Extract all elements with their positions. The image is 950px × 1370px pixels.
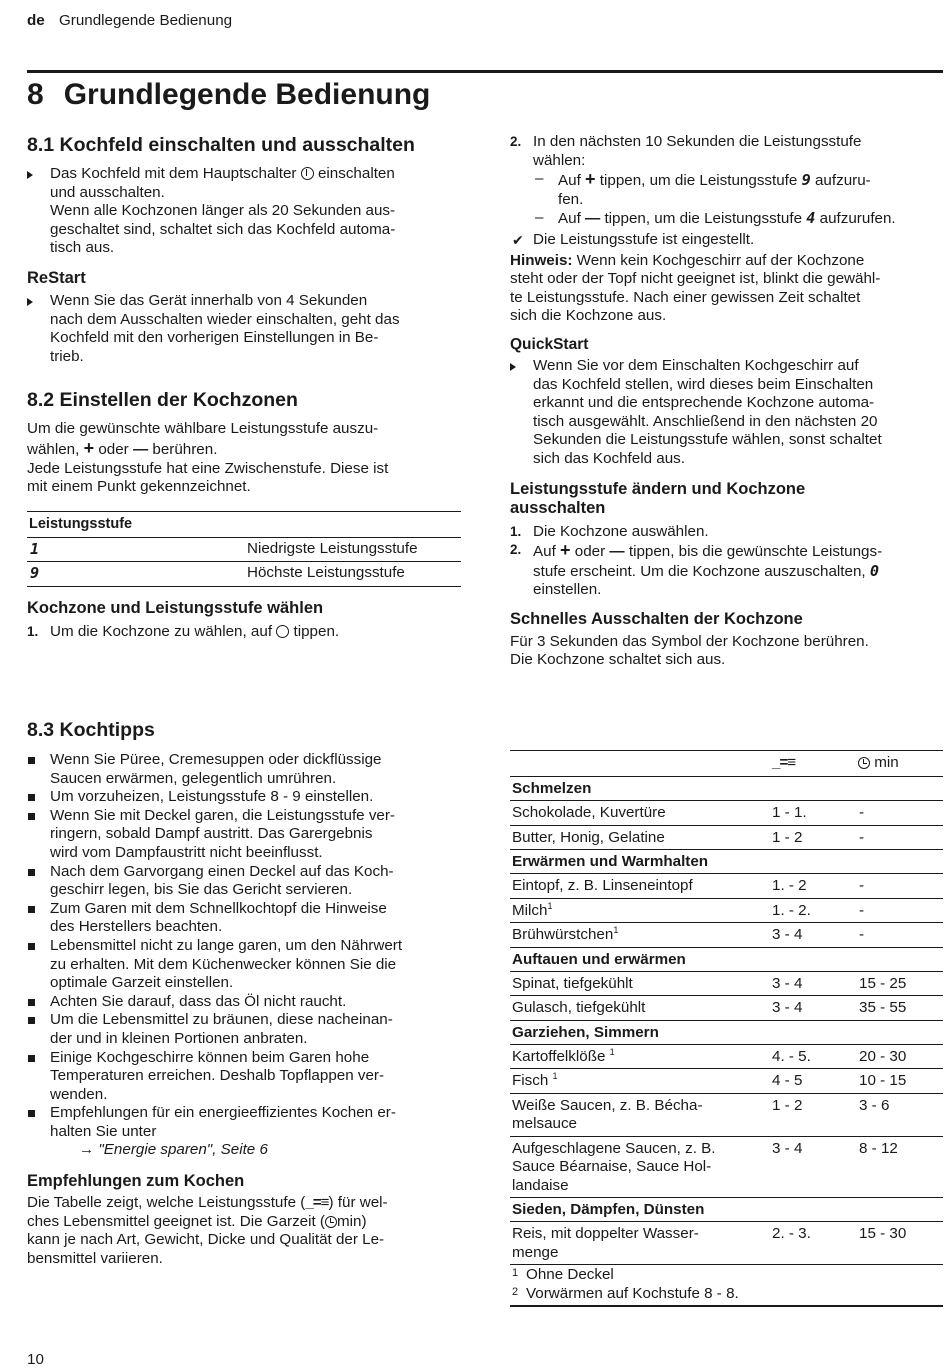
footnote: 2 Vorwärmen auf Kochstufe 8 - 8. — [512, 1284, 739, 1302]
bullet-square-icon — [28, 1110, 35, 1117]
food-cell: Gulasch, tiefgekühlt — [512, 999, 646, 1016]
bullet-square-icon — [28, 999, 35, 1006]
time-cell: 3 - 6 — [859, 1096, 890, 1114]
food-cell: Schokolade, Kuvertüre — [512, 804, 666, 821]
plus-icon: + — [83, 437, 95, 458]
bullet-square-icon — [28, 1055, 35, 1062]
step-result: ✔ Die Leistungsstufe ist eingestellt. — [512, 230, 755, 248]
food-cell: Kartoffelklöße $^1$ — [512, 1046, 615, 1065]
cooking-table-row — [510, 825, 943, 850]
zone-circle-icon — [276, 625, 289, 638]
food-cell: Weiße Saucen, z. B. Bécha- melsauce — [512, 1096, 703, 1132]
time-cell: - — [859, 926, 865, 943]
bullet-square-icon — [28, 869, 35, 876]
power-level-icon: _=≡ — [305, 1194, 329, 1212]
time-cell: - — [859, 828, 865, 846]
time-cell: 15 - 25 — [859, 974, 907, 992]
tip-item: Achten Sie darauf, dass das Öl nicht raucht. — [27, 993, 467, 1012]
step-2-option-minus: – Auf — tippen, um die Leistungsstufe 4 aufzurufen. — [535, 209, 896, 228]
time-cell: 10 - 15 — [859, 1072, 907, 1089]
bullet-square-icon — [28, 794, 35, 801]
cooking-table-row — [510, 1068, 943, 1093]
cooking-group-title: Auftauen und erwärmen — [510, 947, 943, 971]
time-cell: 35 - 55 — [859, 999, 907, 1016]
section-8-2-heading: 8.2 Einstellen der Kochzonen — [27, 389, 298, 412]
cooking-table-row — [510, 1221, 943, 1264]
time-cell: 15 - 30 — [859, 1225, 907, 1242]
plus-icon: + — [560, 540, 571, 561]
power-level-cell: 3 - 4 — [772, 999, 803, 1016]
power-level-symbol: 9 — [30, 564, 40, 582]
quickstart-title: QuickStart — [510, 335, 589, 353]
minus-icon: — — [132, 440, 149, 458]
power-table-header: Leistungsstufe — [29, 516, 133, 532]
bullet-triangle-icon — [510, 363, 516, 371]
power-level-cell: 4. - 5. — [772, 1047, 811, 1065]
tip-item: Wenn Sie Püree, Cremesuppen oder dickflüssige Saucen erwärmen, gelegentlich umrühren. — [27, 751, 467, 788]
table-top-rule — [27, 511, 461, 512]
power-level-cell: 1 - 1. — [772, 804, 807, 821]
time-cell: 20 - 30 — [859, 1047, 907, 1065]
cooking-table-header — [510, 750, 943, 776]
power-level-label: Höchste Leistungsstufe — [247, 564, 405, 581]
quick-off-title: Schnelles Ausschalten der Kochzone — [510, 609, 803, 628]
tip-item: Um vorzuheizen, Leistungsstufe 8 - 9 einstellen. — [27, 788, 467, 807]
bullet-square-icon — [28, 906, 35, 913]
power-level-symbol: 1 — [30, 540, 40, 558]
time-cell: - — [859, 804, 865, 821]
bullet-square-icon — [28, 1017, 35, 1024]
food-cell: Brühwürstchen$^1$ — [512, 924, 619, 943]
tip-item: Empfehlungen für ein energieeffizientes Kochen er- halten Sie unter — [27, 1104, 467, 1141]
cooking-table-row — [510, 1136, 943, 1198]
power-level-cell: 3 - 4 — [772, 1139, 803, 1157]
restart-title: ReStart — [27, 268, 86, 287]
change-level-title: Leistungsstufe ändern und Kochzone ausschalten — [510, 479, 806, 517]
tip-item: Einige Kochgeschirre können beim Garen hohe Temperaturen erreichen. Deshalb Topflappen ver- wenden. — [27, 1049, 467, 1105]
bullet-triangle-icon — [27, 298, 33, 306]
power-level-cell: 1 - 2 — [772, 1096, 803, 1114]
cooking-group-title: Sieden, Dämpfen, Dünsten — [510, 1197, 943, 1221]
section-8-1-heading: 8.1 Kochfeld einschalten und ausschalten — [27, 134, 415, 156]
power-level-cell: 1. - 2. — [772, 901, 811, 919]
power-level-cell: 2. - 3. — [772, 1225, 811, 1242]
recommendations-title: Empfehlungen zum Kochen — [27, 1172, 245, 1191]
power-level-label: Niedrigste Leistungsstufe — [247, 540, 418, 557]
table-bottom-rule — [510, 1305, 943, 1307]
chapter-title: 8 Grundlegende Bedienung — [27, 78, 431, 111]
food-cell: Eintopf, z. B. Linseneintopf — [512, 877, 693, 894]
time-cell: - — [859, 901, 865, 919]
tip-item: Wenn Sie mit Deckel garen, die Leistungsstufe ver- ringern, sobald Dampf austritt. Das Garergebnis wird vom Dampfaustritt nicht beeinflusst. — [27, 807, 467, 863]
clock-icon — [858, 757, 870, 769]
quick-off-text: Für 3 Sekunden das Symbol der Kochzone berühren. Die Kochzone schaltet sich aus. — [510, 632, 869, 669]
cooking-group-title: Garziehen, Simmern — [510, 1020, 943, 1044]
time-cell: - — [859, 877, 865, 894]
hint: Hinweis: Wenn kein Kochgeschirr auf der Kochzone steht oder der Topf nicht geeignet ist, blinkt die gewähl- te Leistungsstufe. Nach einer gewissen Zeit schaltet sich die Kochzone aus. — [510, 251, 881, 325]
tip-item: Nach dem Garvorgang einen Deckel auf das Koch- geschirr legen, bis Sie das Gericht servieren. — [27, 863, 467, 900]
select-zone-title: Kochzone und Leistungsstufe wählen — [27, 599, 324, 617]
food-cell: Reis, mit doppelter Wasser- menge — [512, 1225, 699, 1261]
header-section: Grundlegende Bedienung — [58, 12, 233, 29]
cooking-table — [510, 750, 943, 1307]
page-number: 10 — [27, 1351, 44, 1368]
section-8-2-intro: Um die gewünschte wählbare Leistungsstufe auszu- wählen, + oder — berühren. Jede Leistungsstufe hat eine Zwischenstufe. Diese ist mit einem Punkt gekennzeichnet. — [27, 420, 389, 496]
tip-item: Zum Garen mit dem Schnellkochtopf die Hinweise des Herstellers beachten. — [27, 900, 467, 937]
change-step-2: 2. Auf + oder — tippen, bis die gewünschte Leistungs- stufe erscheint. Um die Kochzone auszuschalten, 0 einstellen. — [510, 540, 883, 599]
cooking-group-title: Schmelzen — [510, 776, 943, 800]
bullet-square-icon — [28, 943, 35, 950]
section-8-3-heading: 8.3 Kochtipps — [27, 719, 155, 741]
minus-icon: — — [609, 543, 625, 561]
cooking-table-row — [510, 971, 943, 996]
running-header — [27, 12, 232, 31]
plus-icon: + — [585, 169, 596, 190]
time-cell: 8 - 12 — [859, 1139, 898, 1157]
food-cell: Butter, Honig, Gelatine — [512, 828, 665, 846]
tip-item: Lebensmittel nicht zu lange garen, um den Nährwert zu erhalten. Mit dem Küchenwecker können Sie die optimale Garzeit einstellen. — [27, 937, 467, 993]
table-rule — [27, 561, 461, 562]
change-step-1: 1. Die Kochzone auswählen. — [510, 522, 709, 540]
table-rule — [27, 586, 461, 587]
header-language: de — [27, 12, 45, 29]
cooking-group-title: Erwärmen und Warmhalten — [510, 849, 943, 873]
clock-icon — [325, 1216, 337, 1228]
food-cell: Milch$^1$ — [512, 900, 553, 919]
left-column-lower — [27, 719, 467, 1268]
table-rule — [27, 537, 461, 538]
energy-link[interactable]: → "Energie sparen", Seite 6 — [79, 1141, 268, 1159]
food-cell: Aufgeschlagene Saucen, z. B. Sauce Béarnaise, Sauce Hol- landaise — [512, 1139, 716, 1194]
power-level-cell: 1. - 2 — [772, 877, 807, 894]
header-rule — [27, 70, 943, 73]
power-level-cell: 4 - 5 — [772, 1072, 803, 1089]
bullet-main-switch: Das Kochfeld mit dem Hauptschalter einschalten und ausschalten. Wenn alle Kochzonen länger als 20 Sekunden aus- geschaltet sind, schaltet sich das Kochfeld automa- tisch aus. — [27, 165, 462, 258]
tips-list — [27, 751, 467, 1141]
footnote: 1 Ohne Deckel — [512, 1266, 614, 1283]
footnotes — [510, 1264, 943, 1303]
step-2: 2. In den nächsten 10 Sekunden die Leistungsstufe wählen: — [510, 133, 862, 169]
cooking-table-row — [510, 873, 943, 898]
cooking-table-row — [510, 922, 943, 947]
cooking-table-row — [510, 800, 943, 825]
power-level-cell: 1 - 2 — [772, 828, 803, 846]
power-level-icon: _=≡ — [772, 754, 796, 771]
cooking-table-row — [510, 1044, 943, 1069]
right-column-upper — [510, 133, 945, 670]
step-2-option-plus: – Auf + tippen, um die Leistungsstufe 9 aufzuru- fen. — [535, 169, 871, 208]
bullet-square-icon — [28, 757, 35, 764]
power-switch-icon — [301, 167, 314, 180]
tip-item: Um die Lebensmittel zu bräunen, diese nacheinan- der und in kleinen Portionen anbraten. — [27, 1011, 467, 1048]
bullet-triangle-icon — [27, 171, 33, 179]
cooking-table-row — [510, 1093, 943, 1136]
bullet-quickstart: Wenn Sie vor dem Einschalten Kochgeschirr auf das Kochfeld stellen, wird dieses beim Einschalten erkannt und die entsprechende Kochzone automa- tisch ausgewählt. Anschließend in den nächsten 20 Sekunden die Leistungsstufe wählen, sonst schaltet sich das Kochfeld aus. — [510, 357, 945, 469]
bullet-restart: Wenn Sie das Gerät innerhalb von 4 Sekunden nach dem Ausschalten wieder einschalten, geht das Kochfeld mit den vorherigen Einstellungen in Be- trieb. — [27, 292, 462, 366]
recommendations-text: Die Tabelle zeigt, welche Leistungsstufe (_=≡) für wel- ches Lebensmittel geeignet ist. Die Garzeit ( min) kann je nach Art, Gewicht, Dicke und Qualität der Le- bensmittel variieren. — [27, 1194, 388, 1267]
food-cell: Fisch $^1$ — [512, 1070, 558, 1089]
minus-icon: — — [585, 210, 601, 228]
left-column-upper — [27, 134, 462, 497]
check-icon: ✔ — [512, 231, 524, 248]
power-level-cell: 3 - 4 — [772, 974, 803, 992]
food-cell: Spinat, tiefgekühlt — [512, 974, 633, 992]
time-column-header: min — [858, 754, 899, 773]
step-1: 1. Um die Kochzone zu wählen, auf tippen. — [27, 623, 340, 640]
power-level-cell: 3 - 4 — [772, 926, 803, 943]
bullet-square-icon — [28, 813, 35, 820]
cooking-table-row — [510, 898, 943, 923]
cooking-table-row — [510, 995, 943, 1020]
